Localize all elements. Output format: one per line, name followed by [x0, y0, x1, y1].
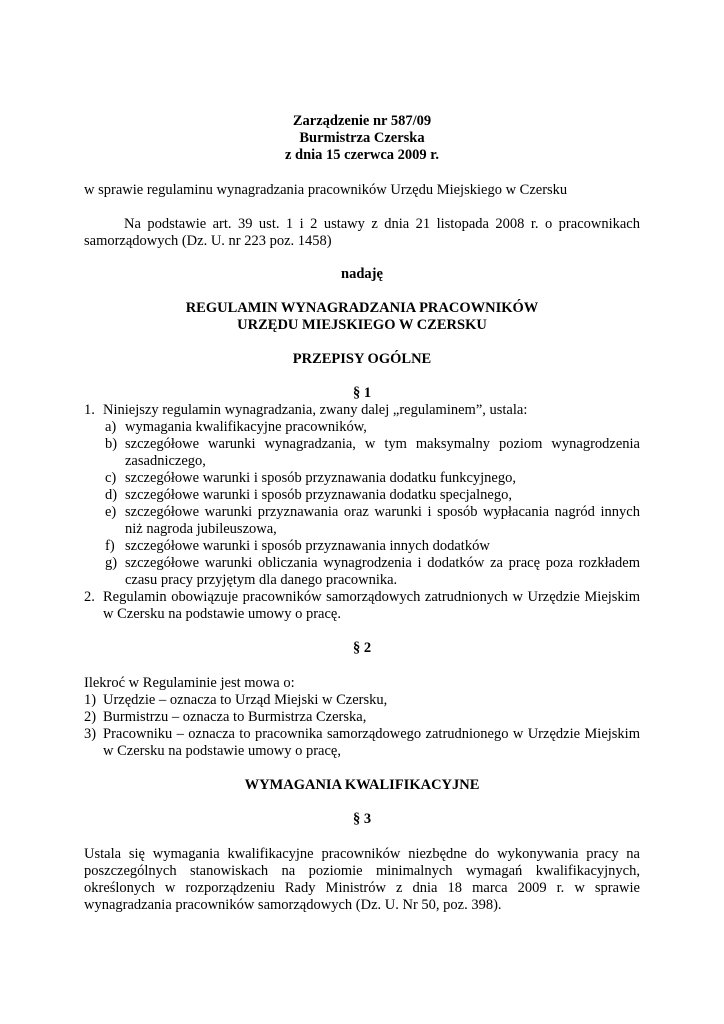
sublist-item-marker: b) [105, 436, 118, 452]
sublist-item [103, 470, 640, 487]
sublist-item-marker: g) [105, 555, 118, 571]
sublist-item [103, 436, 640, 470]
paragraph-1-list [84, 402, 640, 623]
sublist-item [103, 555, 640, 589]
section-heading-qualifications: WYMAGANIA KWALIFIKACYJNE [244, 777, 480, 793]
list-item-text: Pracowniku – oznacza to pracownika samorządowego zatrudnionego w Urzędzie Miejskim w Czersku na podstawie umowy o pracę, [103, 726, 640, 759]
section-heading-general: PRZEPISY OGÓLNE [292, 351, 432, 367]
paragraph-3-text: Ustala się wymagania kwalifikacyjne pracowników niezbędne do wykonywania pracy na poszczególnych stanowiskach na poziomie minimalnych wymagań kwalifikacyjnych, określonych w rozporządzeniu Rady Ministrów z dnia 18 marca 2009 r. w sprawie wynagradzania pracowników samorządowych (Dz. U. Nr 50, poz. 398). [84, 846, 640, 913]
list-item [84, 402, 640, 589]
sublist-item-marker: e) [105, 504, 117, 520]
sublist-item-marker: d) [105, 487, 118, 503]
sublist-item [103, 538, 640, 555]
regulation-title [84, 300, 640, 334]
sublist-item [103, 487, 640, 504]
sublist-item-marker: c) [105, 470, 117, 486]
list-item-text: Regulamin obowiązuje pracowników samorządowych zatrudnionych w Urzędzie Miejskim w Czersku na podstawie umowy o pracę. [103, 589, 640, 622]
paragraph-2-symbol: § 2 [352, 640, 372, 656]
list-item-marker: 2. [84, 589, 95, 605]
paragraph-1-sublist [103, 419, 640, 589]
sublist-item-text: szczegółowe warunki wynagradzania, w tym maksymalny poziom wynagrodzenia zasadniczego, [125, 436, 640, 469]
sublist-item-text: szczegółowe warunki i sposób przyznawania dodatku specjalnego, [125, 487, 512, 503]
sublist-item [103, 504, 640, 538]
document-page [84, 113, 640, 914]
grant-statement: nadaję [341, 266, 383, 282]
list-item [84, 726, 640, 760]
sublist-item-text: szczegółowe warunki i sposób przyznawania innych dodatków [125, 538, 490, 554]
ordinance-issuer: Burmistrza Czerska [299, 130, 425, 146]
paragraph-2-list [84, 692, 640, 760]
list-item-marker: 3) [84, 726, 97, 742]
document-header [84, 113, 640, 164]
paragraph-3-symbol: § 3 [352, 811, 372, 827]
sublist-item-text: szczegółowe warunki obliczania wynagrodzenia i dodatków za pracę poza rozkładem czasu pracy przyjętym dla danego pracownika. [125, 555, 640, 588]
sublist-item-text: szczegółowe warunki przyznawania oraz warunki i sposób wypłacania nagród innych niż nagroda jubileuszowa, [125, 504, 640, 537]
list-item [84, 589, 640, 623]
list-item-marker: 1. [84, 402, 95, 418]
sublist-item-text: szczegółowe warunki i sposób przyznawania dodatku funkcyjnego, [125, 470, 516, 486]
list-item-marker: 2) [84, 709, 97, 725]
ordinance-date: z dnia 15 czerwca 2009 r. [284, 147, 440, 163]
paragraph-2-intro: Ilekroć w Regulaminie jest mowa o: [84, 675, 295, 691]
list-item [84, 709, 640, 726]
sublist-item [103, 419, 640, 436]
regulation-title-line2: URZĘDU MIEJSKIEGO W CZERSKU [237, 317, 487, 333]
regulation-title-line1: REGULAMIN WYNAGRADZANIA PRACOWNIKÓW [185, 300, 539, 316]
sublist-item-marker: f) [105, 538, 115, 554]
sublist-item-text: wymagania kwalifikacyjne pracowników, [125, 419, 367, 435]
sublist-item-marker: a) [105, 419, 117, 435]
list-item [84, 692, 640, 709]
list-item-text: Burmistrzu – oznacza to Burmistrza Czerska, [103, 709, 367, 725]
list-item-text: Urzędzie – oznacza to Urząd Miejski w Czersku, [103, 692, 388, 708]
paragraph-1-symbol: § 1 [352, 385, 372, 401]
ordinance-subject: w sprawie regulaminu wynagradzania pracowników Urzędu Miejskiego w Czersku [84, 182, 568, 198]
ordinance-number: Zarządzenie nr 587/09 [292, 113, 432, 129]
list-item-marker: 1) [84, 692, 97, 708]
list-item-text: Niniejszy regulamin wynagradzania, zwany dalej „regulaminem”, ustala: [103, 402, 528, 418]
legal-basis: Na podstawie art. 39 ust. 1 i 2 ustawy z dnia 21 listopada 2008 r. o pracownikach samorządowych (Dz. U. nr 223 poz. 1458) [84, 216, 640, 249]
